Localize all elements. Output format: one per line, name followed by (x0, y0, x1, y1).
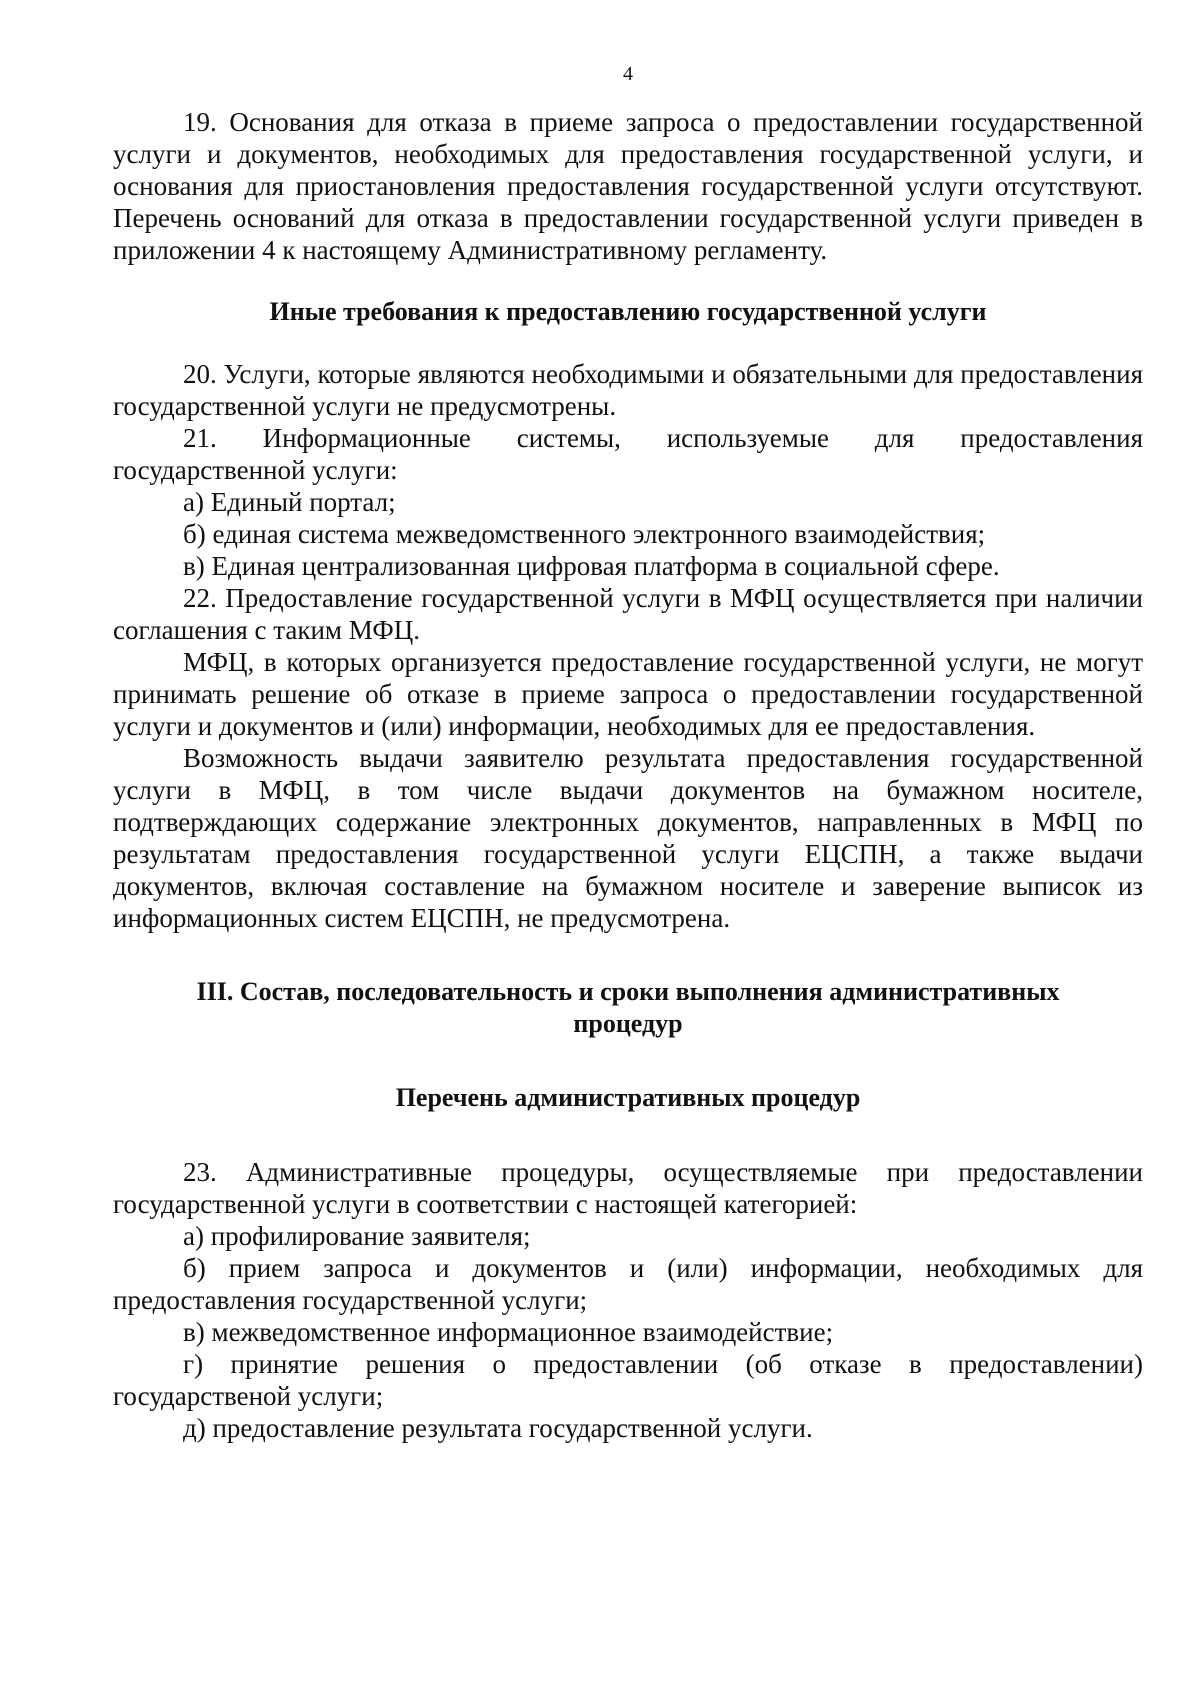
spacer (113, 328, 1143, 358)
paragraph-22-possibility: Возможность выдачи заявителю результата предоставления государственной услуги в МФЦ, в том числе выдачи документов на бумажном носителе, подтверждающих содержание электронных документов, направленных в МФЦ по результатам предоставления государственной услуги ЕЦСПН, а также выдачи документов, включая составление на бумажном носителе и заверение выписок из информационных систем ЕЦСПН, не предусмотрена. (113, 743, 1143, 933)
spacer (113, 1114, 1143, 1156)
spacer (113, 266, 1143, 296)
heading-section-3-line-1: III. Состав, последовательность и сроки выполнения административных (196, 977, 1060, 1006)
list-item-23a: а) профилирование заявителя; (183, 1221, 531, 1251)
list-item-23b: б) прием запроса и документов и (или) информации, необходимых для предоставления государственной услуги; (113, 1253, 1143, 1315)
list-item-23d: г) принятие решения о предоставлении (об отказе в предоставлении) государственой услуги; (113, 1349, 1143, 1411)
paragraph-20: 20. Услуги, которые являются необходимыми и обязательными для предоставления государственной услуги не предусмотрены. (113, 359, 1143, 421)
page-number: 4 (623, 63, 633, 85)
document-page (113, 60, 1143, 1444)
heading-other-requirements: Иные требования к предоставлению государственной услуги (269, 297, 987, 326)
paragraph-21: 21. Информационные системы, используемые для предоставления государственной услуги: (113, 423, 1143, 485)
spacer (113, 1040, 1143, 1082)
paragraph-22: 22. Предоставление государственной услуги в МФЦ осуществляется при наличии соглашения с таким МФЦ. (113, 583, 1143, 645)
list-item-23e: д) предоставление результата государственной услуги. (183, 1413, 813, 1443)
paragraph-19: 19. Основания для отказа в приеме запроса о предоставлении государственной услуги и документов, необходимых для предоставления государственной услуги, и основания для приостановления предоставления государственной услуги отсутствуют. Перечень оснований для отказа в предоставлении государственной услуги приведен в приложении 4 к настоящему Административному регламенту. (113, 107, 1143, 265)
heading-procedures-list: Перечень административных процедур (395, 1083, 861, 1112)
list-item-21b: б) единая система межведомственного электронного взаимодействия; (183, 519, 986, 549)
paragraph-23: 23. Административные процедуры, осуществляемые при предоставлении государственной услуги в соответствии с настоящей категорией: (113, 1157, 1143, 1219)
list-item-21a: а) Единый портал; (183, 487, 396, 517)
heading-section-3 (113, 976, 1143, 1040)
heading-section-3-line-2: процедур (573, 1009, 683, 1038)
list-item-21c: в) Единая централизованная цифровая платформа в социальной сфере. (183, 551, 1000, 581)
list-item-23c: в) межведомственное информационное взаимодействие; (183, 1317, 834, 1347)
paragraph-22-mfc: МФЦ, в которых организуется предоставление государственной услуги, не могут принимать решение об отказе в приеме запроса о предоставлении государственной услуги и документов и (или) информации, необходимых для ее предоставления. (113, 647, 1143, 741)
spacer (113, 934, 1143, 976)
